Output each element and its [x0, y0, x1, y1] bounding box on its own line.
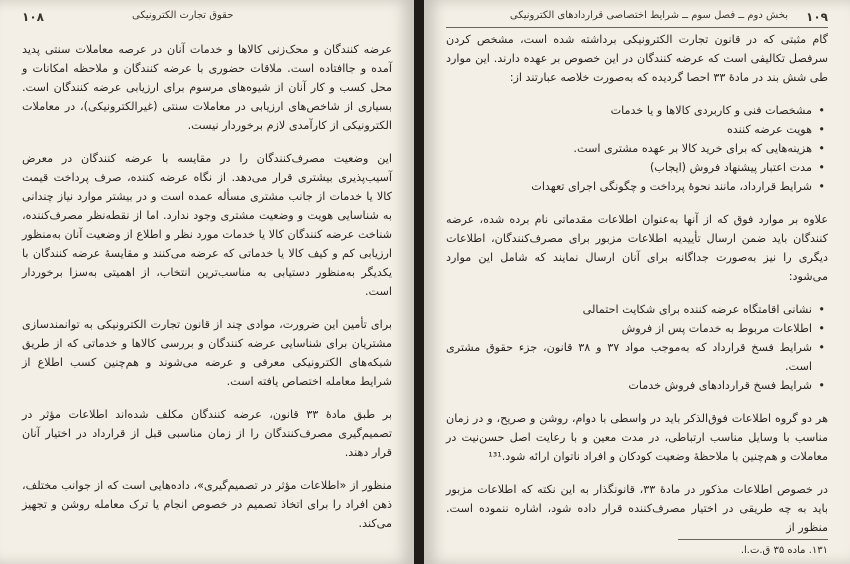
page-number: ۱۰۸	[22, 10, 44, 24]
paragraph: عرضه کنندگان و محک‌زنی کالاها و خدمات آنان در عرصه معاملات سنتی پدید آمده و جاافتاده است. ملاقات حضوری با عرضه کنندگان و ملاحظه امکانات و محل کسب و کار آنان از شیوه‌های مرسوم برای ارزیابی عرضه کنندگان است. بسیاری از شاخص‌های ارزیابی در معاملات سنتی (غیرالکترونیکی)، در معاملات الکترونیکی از کارآمدی لازم برخوردار نیست.	[22, 43, 392, 132]
running-title: بخش دوم ــ فصل سوم ــ شرایط اختصاصی قراردادهای الکترونیکی	[509, 10, 788, 21]
bullet-list	[446, 101, 828, 196]
list-item: • شرایط فسخ قراردادهای فروش خدمات	[446, 376, 812, 395]
paragraph: این وضعیت مصرف‌کنندگان را در مقایسه با عرضه کنندگان در معرض آسیب‌پذیری بیشتری قرار می‌دهد. از نگاه عرضه کننده، صرف پرداخت قیمت کالا یا خدمات از جانب مشتری مسأله عمده است و در بیشتر موارد نیاز چندانی به شناسایی هویت و وضعیت مشتری وجود ندارد. اما از نقطه‌نظر مصرف‌کننده، شناخت عرضه کنندگان کالا یا خدمات مورد نظر و اطلاع از وضعیت آنان به‌منظور ارزیابی کم و کیف کالا یا خدماتی که عرضه می‌کنند و مقایسهٔ عرضه کنندگان با یکدیگر به‌منظور دستیابی به مناسب‌ترین انتخاب، از اهمیتی به‌سزا برخوردار است.	[22, 152, 392, 298]
left-page-body	[22, 40, 392, 547]
page-number: ۱۰۹	[806, 10, 828, 24]
book-gutter	[414, 0, 424, 564]
paragraph: علاوه بر موارد فوق که از آنها به‌عنوان اطلاعات مقدماتی نام برده شده، عرضه کنندگان باید ضمن ارسال تأییدیه اطلاعات مزبور برای مصرف‌کنندگان، اطلاعات دیگری را نیز به‌صورت جداگانه برای آنان ارسال نمایند که شامل این موارد می‌شود:	[446, 213, 828, 283]
paragraph: هر دو گروه اطلاعات فوق‌الذکر باید در واسطی با دوام، روشن و صریح، و در زمان مناسب با وسایل مناسب ارتباطی، در مدت معین و با رعایت اصل حسن‌نیت در معاملات و هم‌چنین با ملاحظهٔ وضعیت کودکان و افراد ناتوان ارائه شود.¹³¹	[446, 412, 828, 463]
list-item: • نشانی اقامتگاه عرضه کننده برای شکایت احتمالی	[446, 300, 812, 319]
paragraph: منظور از «اطلاعات مؤثر در تصمیم‌گیری»، داده‌هایی است که از جوانب مختلف، ذهن افراد را برای اتخاذ تصمیم در خصوص انجام یا ترک معامله روشن و تجهیز می‌کند.	[22, 479, 392, 530]
list-item: • شرایط فسخ قرارداد که به‌موجب مواد ۳۷ و ۳۸ قانون، جزء حقوق مشتری است.	[446, 338, 812, 376]
paragraph: برای تأمین این ضرورت، موادی چند از قانون تجارت الکترونیکی به توانمندسازی مشتریان برای شناسایی عرضه کنندگان و بررسی کالاها و خدماتی که از طریق شبکه‌های الکترونیکی معرفی و عرضه می‌شوند و هم‌چنین کسب اطلاع از شرایط معامله اختصاص یافته است.	[22, 318, 392, 388]
paragraph: گام مثبتی که در قانون تجارت الکترونیکی برداشته شده است، مشخص کردن سرفصل تکالیفی است که عرضه کنندگان در این خصوص بر عهده دارند. این موارد طی شش بند در مادهٔ ۳۳ احصا گردیده که به‌صورت خلاصه عبارتند از:	[446, 33, 828, 84]
left-page	[0, 0, 414, 564]
list-item: • هویت عرضه کننده	[446, 120, 812, 139]
header-rule	[446, 27, 828, 28]
right-page	[424, 0, 850, 564]
list-item: • مدت اعتبار پیشنهاد فروش (ایجاب)	[446, 158, 812, 177]
footnote-rule	[678, 539, 828, 540]
list-item: • هزینه‌هایی که برای خرید کالا بر عهده مشتری است.	[446, 139, 812, 158]
paragraph: در خصوص اطلاعات مذکور در مادهٔ ۳۳، قانونگذار به این نکته که اطلاعات مزبور باید به چه طریقی در اختیار مصرف‌کننده قرار داده شود، اشاره ننموده است. منظور از	[446, 483, 829, 534]
list-item: • مشخصات فنی و کاربردی کالاها و یا خدمات	[446, 101, 812, 120]
footnote: ۱۳۱. ماده ۳۵ ق.ت.ا.	[740, 545, 828, 556]
paragraph: بر طبق مادهٔ ۳۳ قانون، عرضه کنندگان مکلف شده‌اند اطلاعات مؤثر در تصمیم‌گیری مصرف‌کنندگان را از زمان مناسبی قبل از قرارداد در اختیار آنان قرار دهند.	[22, 408, 393, 459]
list-item: • شرایط قرارداد، مانند نحوهٔ پرداخت و چگونگی اجرای تعهدات	[446, 177, 812, 196]
running-title: حقوق تجارت الکترونیکی	[132, 10, 234, 21]
right-page-body	[446, 30, 828, 551]
bullet-list	[446, 300, 828, 395]
list-item: • اطلاعات مربوط به خدمات پس از فروش	[446, 319, 812, 338]
